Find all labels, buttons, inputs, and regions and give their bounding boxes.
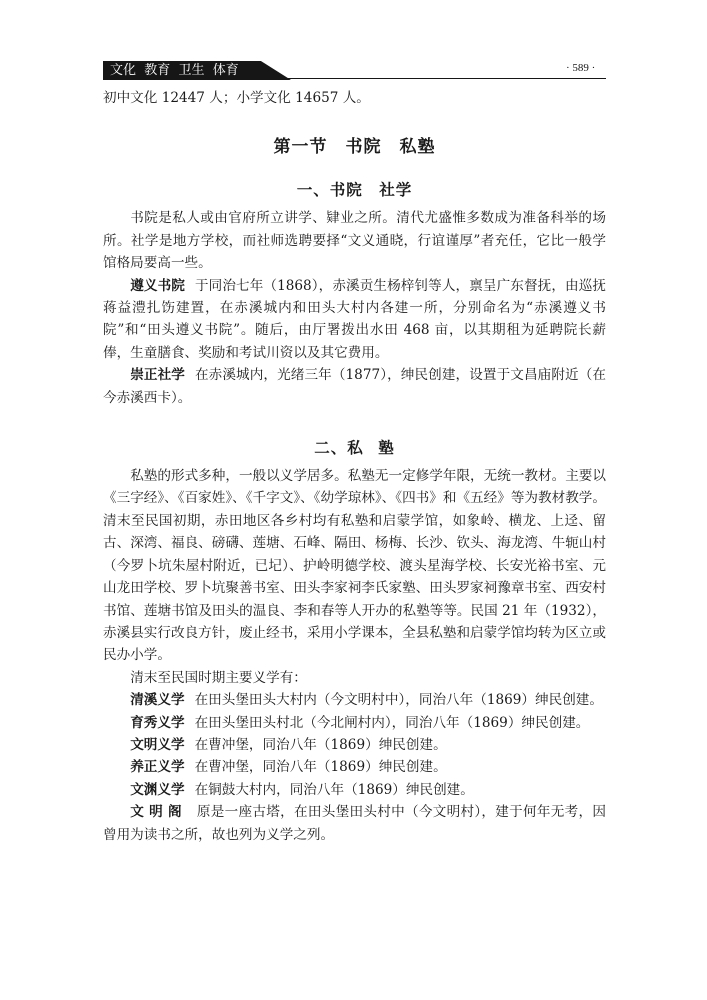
running-header: 文化 教育 卫生 体育 (110, 63, 239, 78)
entry-term: 遵义书院 (130, 277, 185, 294)
school-text: 在曹冲堡，同治八年（1869）绅民创建。 (194, 736, 447, 753)
school-term: 养正义学 (130, 759, 185, 776)
entry-term: 崇正社学 (130, 367, 185, 384)
school-term: 清溪义学 (130, 692, 185, 709)
section-title: 第一节 书院 私塾 (273, 137, 436, 158)
list-item (103, 689, 606, 711)
entry-zunyi-academy (103, 275, 606, 365)
list-item (103, 756, 606, 778)
entry-text: 于同治七年（1868），赤溪贡生杨梓钊等人，禀呈广东督抚，由巡抚蒋益澧扎饬建置，在赤溪城内和田头大村内各建一所，分别命名为“赤溪遵义书院”和“田头遵义书院”。随后，由厅署拨出水田 468 亩，以其期租为延聘院长薪俸，生童膳食、奖励和考试川资以及其它费用。 (103, 277, 607, 361)
list-item (103, 779, 606, 801)
school-term: 文明义学 (130, 736, 185, 753)
entry-chongzheng-school (103, 364, 606, 409)
entry-text: 在赤溪城内，光绪三年（1877），绅民创建，设置于文昌庙附近（在今赤溪西卡）。 (103, 367, 607, 406)
subsection-title-private-schools: 二、私 塾 (314, 439, 395, 458)
academies-intro: 书院是私人或由官府所立讲学、肄业之所。清代尤盛惟多数成为准备科举的场所。社学是地方学校，而社师选聘要择“文义通晓，行谊谨厚”者充任，它比一般学馆格局要高一些。 (103, 210, 606, 272)
intro-line: 初中文化 12447 人；小学文化 14657 人。 (103, 90, 370, 106)
school-text: 原是一座古塔，在田头堡田头村中（今文明村），建于何年无考，因曾用为读书之所，故也列为义学之列。 (103, 804, 607, 843)
list-item (103, 712, 606, 734)
private-schools-body: 私塾的形式多种，一般以义学居多。私塾无一定修学年限，无统一教材。主要以《三字经》、《百家姓》、《千字文》、《幼学琼林》、《四书》和《五经》等为教材教学。清末至民国初期，赤田地区各乡村均有私塾和启蒙学馆，如象岭、横龙、上迳、留古、深湾、福良、磅礴、莲塘、石峰、隔田、杨梅、长沙、钦头、海龙湾、牛轭山村（今罗卜坑朱屋村附近，已圮）、护岭明德学校、渡头星海学校、长安光裕书室、元山龙田学校、罗卜坑聚善书室、田头李家祠李氏家塾、田头罗家祠豫章书室、西安村书馆、莲塘书馆及田头的温良、李和春等人开办的私塾等等。民国 21 年（1932），赤溪县实行改良方针，废止经书，采用小学课本，全县私塾和启蒙学馆均转为区立或民办小学。 (103, 468, 606, 664)
list-item (103, 734, 606, 756)
school-term: 育秀义学 (130, 714, 185, 731)
school-text: 在曹冲堡，同治八年（1869）绅民创建。 (194, 759, 447, 776)
page-number: · 589 · (566, 62, 596, 74)
charity-schools-intro: 清末至民国时期主要义学有： (130, 669, 307, 686)
school-text: 在田头堡田头大村内（今文明村中），同治八年（1869）绅民创建。 (194, 692, 603, 709)
school-text: 在铜鼓大村内，同治八年（1869）绅民创建。 (194, 781, 474, 798)
school-term: 文渊义学 (130, 781, 185, 798)
page-content (103, 87, 606, 846)
school-term: 文明阁 (130, 804, 187, 821)
list-item (103, 801, 606, 846)
header-rule (103, 78, 606, 79)
school-text: 在田头堡田头村北（今北闸村内），同治八年（1869）绅民创建。 (194, 714, 590, 731)
charity-school-list (103, 689, 606, 846)
subsection-title-academies: 一、书院 社学 (296, 181, 413, 200)
